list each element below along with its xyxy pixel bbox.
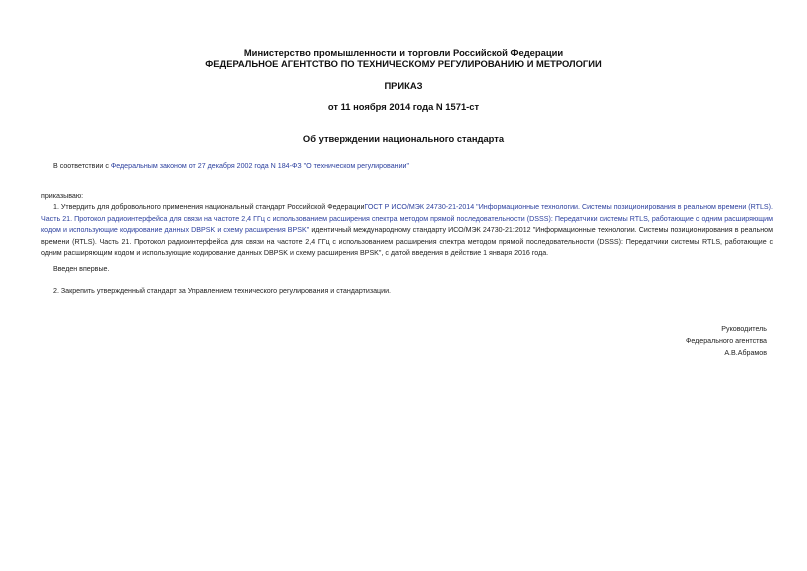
signature-position: Руководитель [721, 325, 767, 333]
basis-prefix: В соответствии с [53, 162, 111, 170]
item-1-paragraph [41, 202, 773, 260]
federal-law-link[interactable]: Федеральным законом от 27 декабря 2002 года N 184-ФЗ "О техническом регулировании" [110, 162, 410, 170]
item-1-suffix: идентичный международному стандарту ИСО/МЭК 24730-21:2012 "Информационные технологии. Системы позиционирования в реальном времени (RTLS). Часть 21. Протокол радиоинтерфейса для связи на частоте 2,4 ГГц с использованием расширения спектра методом прямой последовательности (DSSS): Передатчики системы RTLS, работающие с одним расширяющим кодом и использующие кодирование данных DBPSK и схему расширения BPSK", с датой введения в действие 1 января 2016 года. [41, 226, 773, 258]
order-word: приказываю: [41, 192, 84, 200]
document-type: ПРИКАЗ [384, 80, 423, 91]
document-subject: Об утверждении национального стандарта [302, 133, 505, 144]
basis-paragraph [53, 161, 773, 173]
signature-name: А.В.Абрамов [724, 348, 767, 357]
signature-block [686, 324, 767, 359]
ministry-title: Министерство промышленности и торговли Российской Федерации [243, 47, 564, 58]
signature-organization: Федерального агентства [685, 336, 767, 345]
item-1-prefix: 1. Утвердить для добровольного применения национальный стандарт Российской Федерации [53, 203, 365, 211]
agency-title: ФЕДЕРАЛЬНОЕ АГЕНТСТВО ПО ТЕХНИЧЕСКОМУ РЕГУЛИРОВАНИЮ И МЕТРОЛОГИИ [205, 58, 602, 69]
document-date-number: от 11 ноября 2014 года N 1571-ст [327, 101, 480, 112]
item-2-paragraph: 2. Закрепить утвержденный стандарт за Управлением технического регулирования и стандартизации. [53, 287, 392, 295]
standard-link[interactable]: ГОСТ Р ИСО/МЭК 24730-21-2014 "Информационные технологии. Системы позиционирования в реальном времени (RTLS). Часть 21. Протокол радиоинтерфейса для связи на частоте 2,4 ГГц с использованием расширения спектра методом прямой последовательности (DSSS): Передатчики системы RTLS, работающие с одним расширяющим кодом и использующие кодирование данных DBPSK и схему расширения BPSK" [41, 203, 773, 235]
intro-note: Введен впервые. [53, 265, 110, 273]
